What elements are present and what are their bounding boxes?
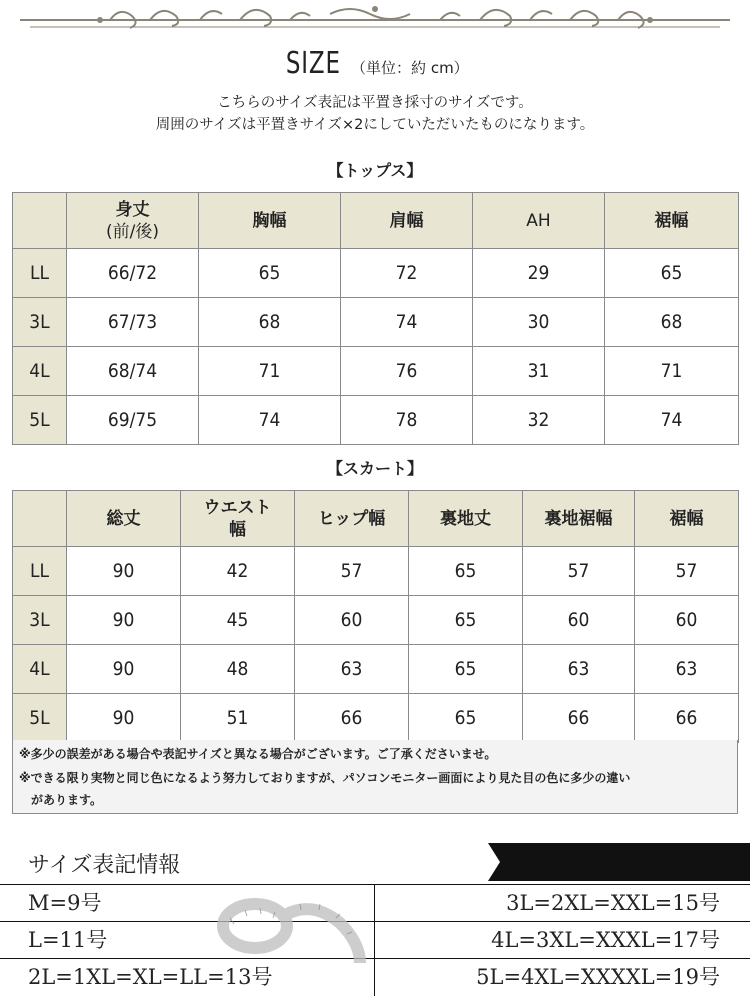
intro-text — [0, 92, 750, 136]
skirt-header-row — [13, 491, 739, 547]
table-cell: 68 — [199, 298, 341, 347]
table-row — [13, 347, 739, 396]
table-cell: 66 — [635, 694, 739, 743]
measuring-tape-icon — [200, 888, 370, 968]
size-title: SIZE — [286, 46, 342, 81]
size-info-right: 3L=2XL=XXL=15号 — [506, 891, 720, 915]
note-line-3: があります。 — [19, 793, 103, 807]
table-cell: 45 — [181, 596, 295, 645]
skirt-header-total-length: 総丈 — [67, 491, 181, 547]
tops-header-hem: 裾幅 — [605, 193, 739, 249]
size-info-left: 2L=1XL=XL=LL=13号 — [28, 965, 273, 989]
skirt-header-lining-length: 裏地丈 — [409, 491, 523, 547]
table-cell: 60 — [295, 596, 409, 645]
ornament-divider-icon — [0, 0, 750, 40]
table-row — [13, 249, 739, 298]
tops-header-chest: 胸幅 — [199, 193, 341, 249]
table-cell: 74 — [605, 396, 739, 445]
notes-box — [12, 740, 738, 814]
row-size-label: 3L — [13, 298, 67, 347]
size-info-right: 5L=4XL=XXXXL=19号 — [476, 965, 720, 989]
size-heading — [0, 46, 750, 81]
table-cell: 63 — [523, 645, 635, 694]
table-cell: 65 — [409, 596, 523, 645]
size-info-right: 4L=3XL=XXXL=17号 — [491, 928, 720, 952]
tops-header-length: 身丈 (前/後) — [67, 193, 199, 249]
table-cell: 66 — [523, 694, 635, 743]
table-cell: 65 — [605, 249, 739, 298]
skirt-size-table — [12, 490, 739, 743]
row-size-label: LL — [13, 547, 67, 596]
table-cell: 65 — [409, 645, 523, 694]
table-cell: 57 — [523, 547, 635, 596]
tops-corner-cell — [13, 193, 67, 249]
table-cell: 66/72 — [67, 249, 199, 298]
table-row — [13, 596, 739, 645]
table-cell: 90 — [67, 596, 181, 645]
skirt-header-hem: 裾幅 — [635, 491, 739, 547]
table-cell: 30 — [473, 298, 605, 347]
table-cell: 42 — [181, 547, 295, 596]
note-line-1: ※多少の誤差がある場合や表記サイズと異なる場合がございます。ご了承くださいませ。 — [19, 747, 497, 761]
row-size-label: 3L — [13, 596, 67, 645]
table-cell: 78 — [341, 396, 473, 445]
intro-line-2: 周囲のサイズは平置きサイズ×2にしていただいたものになります。 — [155, 117, 595, 133]
tops-header-ah: AH — [473, 193, 605, 249]
table-cell: 72 — [341, 249, 473, 298]
size-info-divider — [374, 884, 375, 996]
table-cell: 69/75 — [67, 396, 199, 445]
tops-section-title: 【トップス】 — [327, 161, 423, 180]
table-cell: 32 — [473, 396, 605, 445]
table-cell: 29 — [473, 249, 605, 298]
table-cell: 31 — [473, 347, 605, 396]
unit-note: （単位：約 cm） — [351, 59, 469, 77]
table-cell: 74 — [199, 396, 341, 445]
table-cell: 71 — [605, 347, 739, 396]
table-cell: 65 — [199, 249, 341, 298]
table-cell: 57 — [295, 547, 409, 596]
skirt-header-hip: ヒップ幅 — [295, 491, 409, 547]
table-row — [13, 396, 739, 445]
size-info-title: サイズ表記情報 — [28, 853, 181, 878]
row-size-label: 4L — [13, 347, 67, 396]
table-cell: 57 — [635, 547, 739, 596]
table-cell: 48 — [181, 645, 295, 694]
tops-header-shoulder: 肩幅 — [341, 193, 473, 249]
row-size-label: 5L — [13, 694, 67, 743]
table-row — [13, 547, 739, 596]
tops-header-row — [13, 193, 739, 249]
table-row — [13, 298, 739, 347]
note-line-2: ※できる限り実物と同じ色になるよう努力しておりますが、パソコンモニター画面により見た目の色に多少の違い — [19, 771, 631, 785]
table-row — [13, 645, 739, 694]
size-info-row — [0, 958, 750, 995]
skirt-corner-cell — [13, 491, 67, 547]
table-cell: 90 — [67, 547, 181, 596]
table-row — [13, 694, 739, 743]
row-size-label: LL — [13, 249, 67, 298]
table-cell: 68 — [605, 298, 739, 347]
table-cell: 63 — [295, 645, 409, 694]
table-cell: 74 — [341, 298, 473, 347]
table-cell: 60 — [635, 596, 739, 645]
header-black-bar — [480, 843, 750, 881]
table-cell: 60 — [523, 596, 635, 645]
table-cell: 90 — [67, 694, 181, 743]
table-cell: 66 — [295, 694, 409, 743]
table-cell: 51 — [181, 694, 295, 743]
intro-line-1: こちらのサイズ表記は平置き採寸のサイズです。 — [217, 95, 533, 111]
table-cell: 71 — [199, 347, 341, 396]
table-cell: 65 — [409, 547, 523, 596]
row-size-label: 4L — [13, 645, 67, 694]
size-info-left: L=11号 — [28, 928, 108, 952]
tops-size-table — [12, 192, 739, 445]
table-cell: 67/73 — [67, 298, 199, 347]
skirt-section-title: 【スカート】 — [326, 459, 423, 478]
size-info-row — [0, 884, 750, 921]
row-size-label: 5L — [13, 396, 67, 445]
skirt-header-lining-hem: 裏地裾幅 — [523, 491, 635, 547]
table-cell: 76 — [341, 347, 473, 396]
size-info-row — [0, 921, 750, 958]
skirt-header-waist: ウエスト 幅 — [181, 491, 295, 547]
table-cell: 68/74 — [67, 347, 199, 396]
size-info-left: M=9号 — [28, 891, 102, 915]
table-cell: 65 — [409, 694, 523, 743]
table-cell: 63 — [635, 645, 739, 694]
table-cell: 90 — [67, 645, 181, 694]
